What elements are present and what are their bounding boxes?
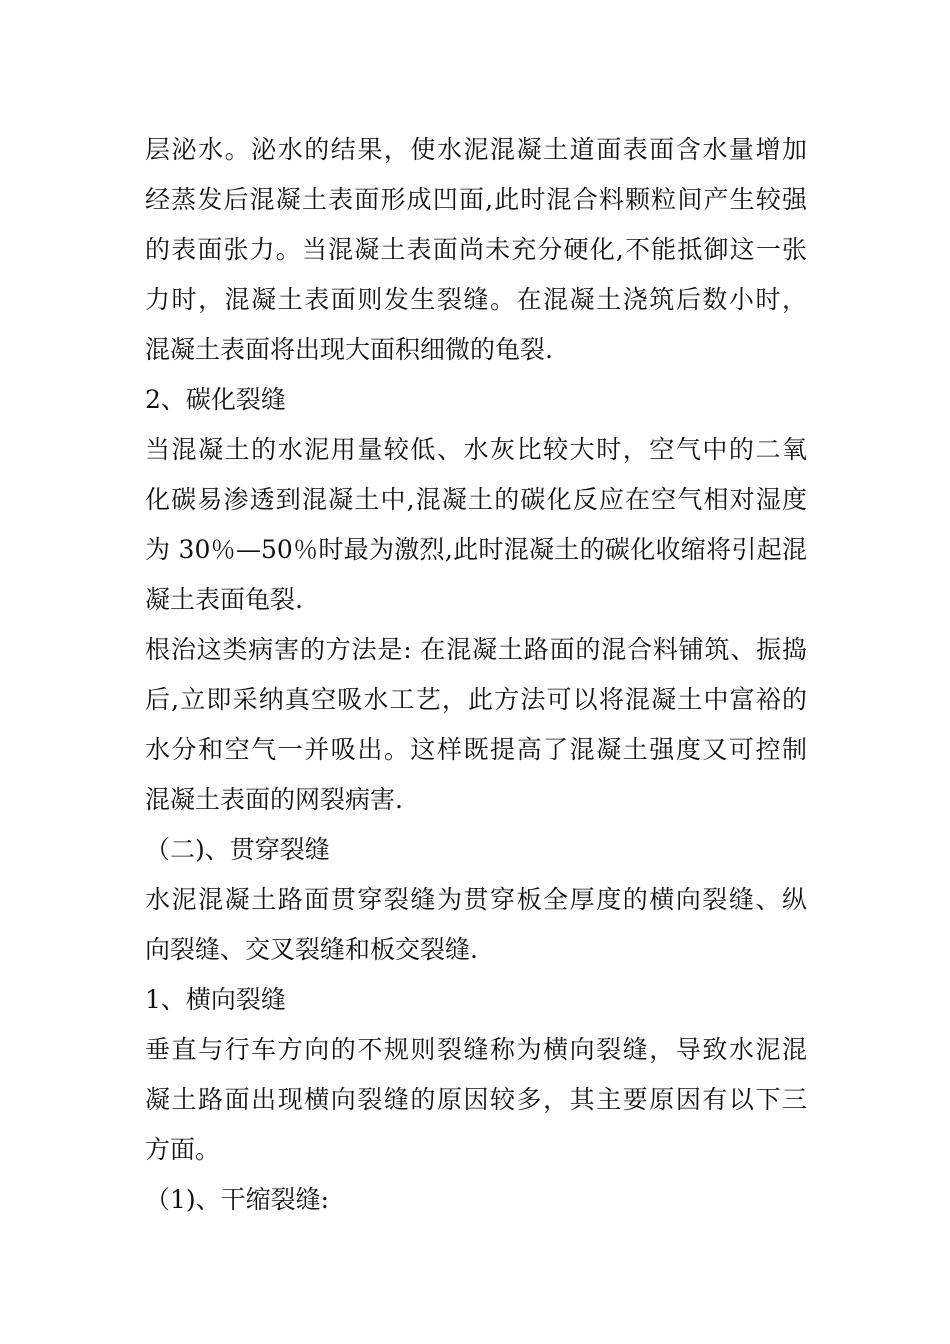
text-line: 垂直与行车方向的不规则裂缝称为横向裂缝，导致水泥混 [145,1035,807,1064]
text-line: （1)、干缩裂缝: [145,1185,330,1214]
text-line: 为 30％—50％时最为激烈,此时混凝土的碳化收缩将引起混 [145,535,807,564]
text-line: 混凝土表面将出现大面积细微的龟裂. [145,335,553,364]
text-line: 方面。 [145,1135,221,1164]
text-line: 层泌水。泌水的结果，使水泥混凝土道面表面含水量增加 [145,135,807,164]
text-line: 水分和空气一并吸出。这样既提高了混凝土强度又可控制 [145,735,807,764]
text-line: 化碳易渗透到混凝土中,混凝土的碳化反应在空气相对湿度 [145,485,807,514]
text-line: 后,立即采纳真空吸水工艺，此方法可以将混凝土中富裕的 [145,685,807,714]
text-line: （二)、贯穿裂缝 [145,835,330,864]
text-line: 根治这类病害的方法是: 在混凝土路面的混合料铺筑、振捣 [145,635,807,664]
text-line: 力时，混凝土表面则发生裂缝。在混凝土浇筑后数小时， [145,285,807,314]
text-line: 1、横向裂缝 [145,985,286,1014]
text-line: 的表面张力。当混凝土表面尚未充分硬化,不能抵御这一张 [145,235,807,264]
text-line: 水泥混凝土路面贯穿裂缝为贯穿板全厚度的横向裂缝、纵 [145,885,807,914]
text-line: 经蒸发后混凝土表面形成凹面,此时混合料颗粒间产生较强 [145,185,807,214]
text-line: 凝土表面龟裂. [145,585,303,614]
document-body [145,125,807,1225]
text-line: 混凝土表面的网裂病害. [145,785,403,814]
text-line: 凝土路面出现横向裂缝的原因较多，其主要原因有以下三 [145,1085,807,1114]
text-line: 2、碳化裂缝 [145,385,286,414]
text-line: 当混凝土的水泥用量较低、水灰比较大时，空气中的二氧 [145,435,807,464]
text-line: 向裂缝、交叉裂缝和板交裂缝. [145,935,478,964]
